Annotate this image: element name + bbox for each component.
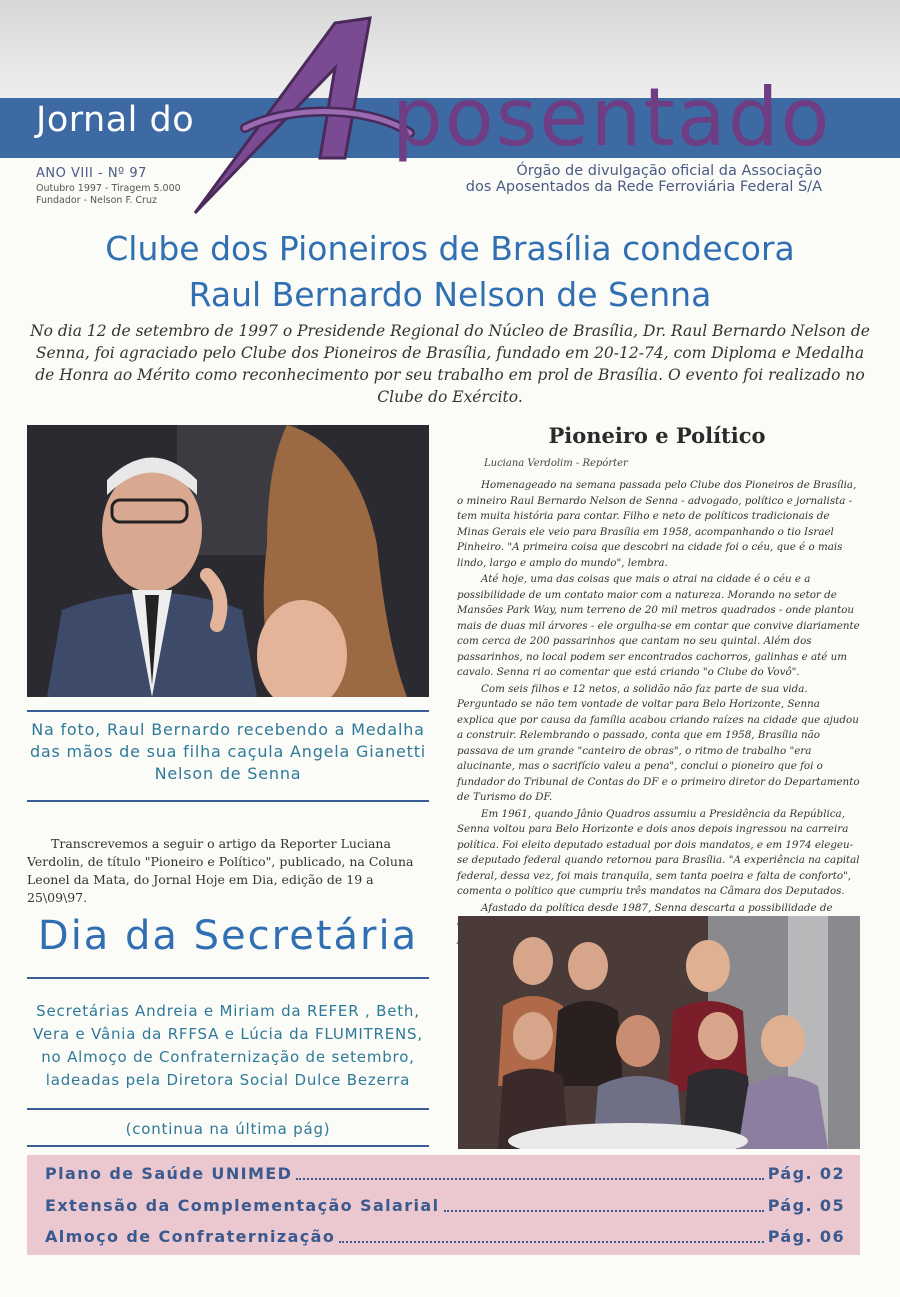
index-row-complementacao[interactable] xyxy=(45,1190,845,1220)
index-page: Pág. 05 xyxy=(767,1195,845,1215)
index-label: Extensão da Complementação Salarial xyxy=(45,1195,440,1215)
masthead-title-big: posentado xyxy=(392,71,832,164)
headline-line-1: Clube dos Pioneiros de Brasília condecora xyxy=(105,229,795,268)
index-label: Almoço de Confraternização xyxy=(45,1226,336,1246)
caption-rule-bottom xyxy=(27,800,429,802)
index-leader-dots xyxy=(339,1229,763,1243)
photo-caption: Na foto, Raul Bernardo recebendo a Medalha das mãos de sua filha caçula Angela Gianetti Nelson de Senna xyxy=(29,720,427,783)
index-label: Plano de Saúde UNIMED xyxy=(45,1163,293,1183)
secretary-rule-mid xyxy=(27,1108,429,1110)
masthead-title-small: Jornal do xyxy=(36,100,195,140)
photo-secretaries-group xyxy=(458,916,860,1149)
lead-paragraph: No dia 12 de setembro de 1997 o Presidende Regional do Núcleo de Brasília, Dr. Raul Bernardo Nelson de Senna, foi agraciado pelo Clube dos Pioneiros de Brasília, fundado em 20-12-74, com Diploma e Medalha de Honra ao Mérito como reconhecimento por seu trabalho em prol de Brasília. O evento foi realizado no Clube do Exército. xyxy=(30,322,870,406)
continued-note: (continua na última pág) xyxy=(125,1120,331,1138)
secretary-day-title: Dia da Secretária xyxy=(37,913,419,959)
article-paragraph: Em 1961, quando Jânio Quadros assumiu a Presidência da República, Senna voltou para Belo Horizonte e dois anos depois ingressou na carreira política. Foi eleito deputado estadual por dois mandatos, e em 1974 elegeu-se deputado federal quando retornou para Brasília. "A experiência na capital federal, dessa vez, foi mais tranquila, sem tanta poeira e falta de conforto", comenta o político que cumpriu três mandatos na Câmara dos Deputados. xyxy=(457,807,860,897)
article-title: Pioneiro e Político xyxy=(548,423,766,448)
masthead-tagline xyxy=(466,163,822,195)
index-row-almoco[interactable] xyxy=(45,1221,845,1251)
article-body xyxy=(457,478,860,948)
photo-medal-ceremony xyxy=(27,425,429,697)
index-leader-dots xyxy=(296,1166,763,1180)
article-paragraph: Até hoje, uma das coisas que mais o atrai na cidade é o céu e a possibilidade de um contato maior com a natureza. Morando no setor de Mansões Park Way, num terreno de 20 mil metros quadrados - onde plantou mais de duas mil árvores - ele orgulha-se em contar que convive diariamente com cerca de 200 passarinhos que cantam no seu quintal. Além dos passarinhos, no local podem ser encontrados cachorros, galinhas e até um cavalo. Senna ri ao comentar que está criando "o Clube do Vovô". xyxy=(457,573,860,678)
article-paragraph: Afastado da política desde 1987, Senna descarta a possibilidade de xyxy=(481,901,833,914)
secretary-rule-bottom xyxy=(27,1145,429,1147)
caption-rule-top xyxy=(27,710,429,712)
contents-index xyxy=(27,1155,860,1255)
article-paragraph: Com seis filhos e 12 netos, a solidão não faz parte de sua vida. Perguntado se não tem vontade de voltar para Belo Horizonte, Senna explica que por causa da família acabou criando raízes na cidade que ajudou a construir. Relembrando o passado, conta que em 1958, Brasília não passava de um grande "canteiro de obras", o ritmo de trabalho "era alucinante, mas o sacrifício valeu a pena", conclui o pioneiro que foi o fundador do Tribunal de Contas do DF e o primeiro diretor do Departamento de Turismo do DF. xyxy=(457,682,860,803)
tagline-line-1: Órgão de divulgação oficial da Associação xyxy=(516,163,822,179)
article-byline: Luciana Verdolim - Repórter xyxy=(484,458,628,469)
article-paragraph: Homenageado na semana passada pelo Clube dos Pioneiros de Brasília, o mineiro Raul Bernardo Nelson de Senna - advogado, político e jornalista - tem muita história para contar. Filho e neto de políticos tradicionais de Minas Gerais ele veio para Brasília em 1958, acompanhando o tio Israel Pinheiro. "A primeira coisa que descobri na cidade foi o céu, que é o mais lindo, largo e amplo do mundo", lembra. xyxy=(457,479,857,569)
index-leader-dots xyxy=(444,1198,764,1212)
index-row-unimed[interactable] xyxy=(45,1158,845,1188)
masthead-logo-a xyxy=(185,8,415,223)
headline-line-2: Raul Bernardo Nelson de Senna xyxy=(188,275,712,314)
secretary-rule-top xyxy=(27,977,429,979)
issue-number: ANO VIII - Nº 97 xyxy=(36,166,147,181)
tagline-line-2: dos Aposentados da Rede Ferroviária Federal S/A xyxy=(465,179,822,195)
founder-info: Fundador - Nelson F. Cruz xyxy=(36,195,157,206)
secretary-day-text: Secretárias Andreia e Miriam da REFER , Beth, Vera e Vânia da RFFSA e Lúcia da FLUMITRENS, no Almoço de Confraternização de setembro, ladeadas pela Diretora Social Dulce Bezerra xyxy=(33,1002,423,1089)
index-page: Pág. 02 xyxy=(767,1163,845,1183)
index-page: Pág. 06 xyxy=(767,1226,845,1246)
edition-info: Outubro 1997 - Tiragem 5.000 xyxy=(36,183,181,194)
transcription-note: Transcrevemos a seguir o artigo da Reporter Luciana Verdolin, de título "Pioneiro e Político", publicado, na Coluna Leonel da Mata, do Jornal Hoje em Dia, edição de 19 a 25\09\97. xyxy=(27,836,414,905)
